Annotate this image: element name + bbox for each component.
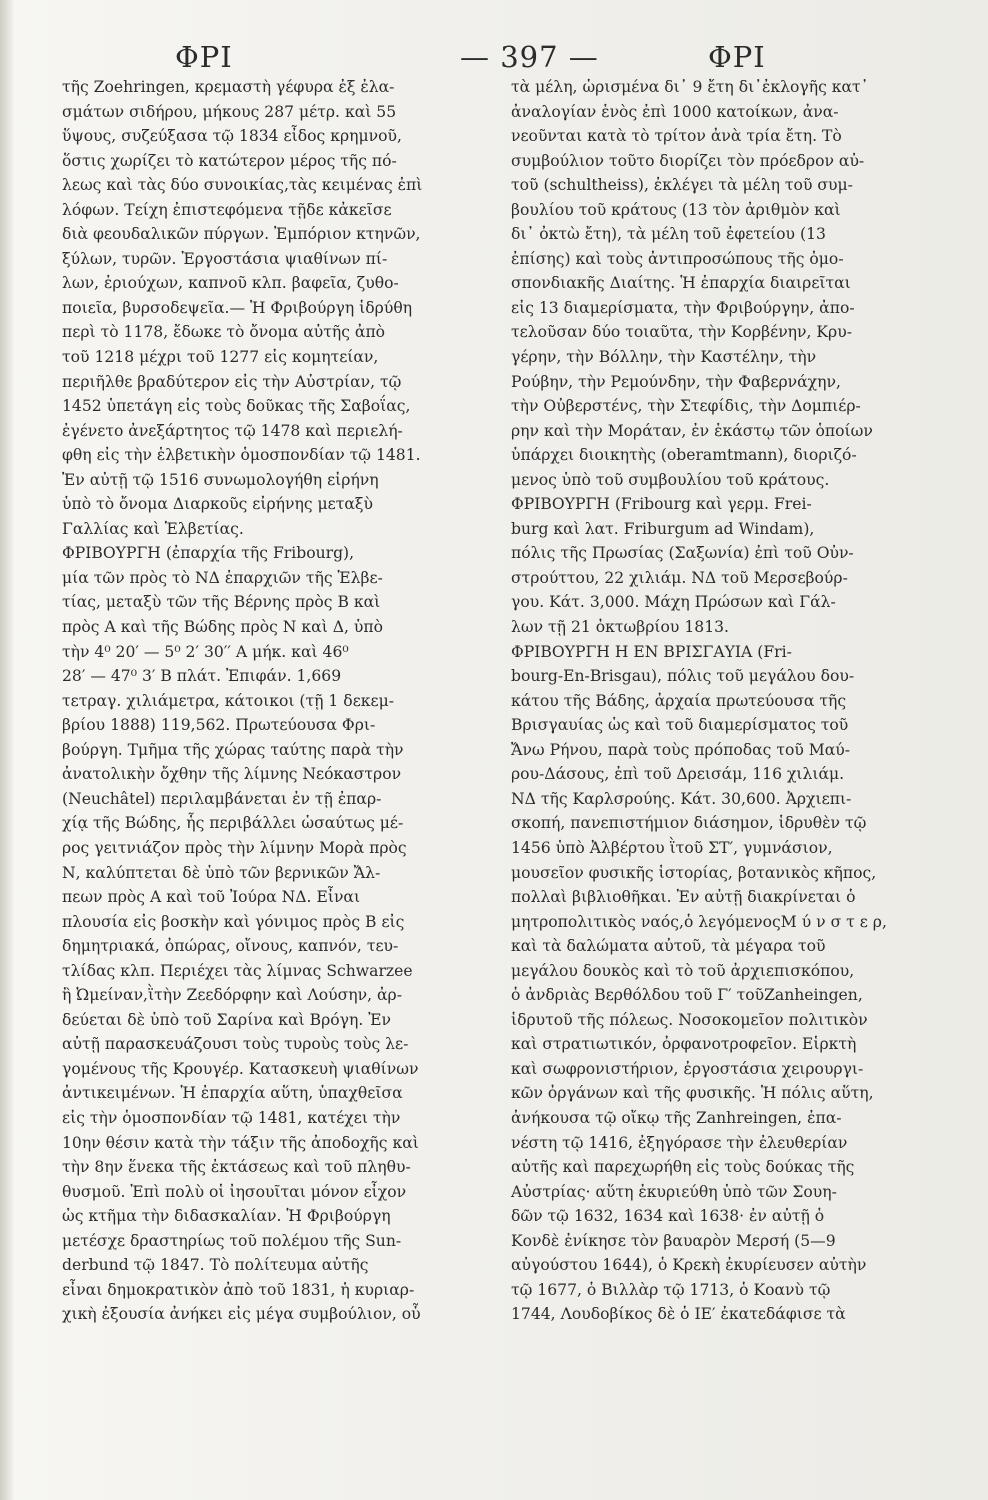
text-line: τετραγ. χιλιάμετρα, κάτοικοι (τῇ 1 δεκεμ- <box>62 691 394 710</box>
text-line: βουλίου τοῦ κράτους (13 τὸν ἀριθμὸν καὶ <box>511 200 841 219</box>
text-line: τοῦ 1218 μέχρι τοῦ 1277 εἰς κομητείαν, <box>62 348 379 367</box>
text-line: ἀνήκουσα τῷ οἴκῳ τῆς Zanhreingen, ἐπα- <box>511 1108 842 1127</box>
text-line: φθη εἰς τὴν ἑλβετικὴν ὁμοσπονδίαν τῷ 1481. <box>62 446 421 465</box>
text-line: (Neuchâtel) περιλαμβάνεται ἐν τῇ ἐπαρ- <box>62 789 382 808</box>
text-line: γομένους τῆς Κρουγέρ. Κατασκευὴ ψιαθίνων <box>62 1059 419 1078</box>
text-line: ὑπάρχει διοικητὴς (oberamtmann), διοριζό- <box>511 446 857 465</box>
text-line: εἶναι δημοκρατικὸν ἀπὸ τοῦ 1831, ἡ κυριαρ- <box>62 1280 415 1299</box>
text-line: Ν, καλύπτεται δὲ ὑπὸ τῶν βερνικῶν Ἄλ- <box>62 863 381 882</box>
text-line: 1456 ὑπὸ Ἀλβέρτου ῒτοῦ ΣΤ′, γυμνάσιον, <box>511 838 833 857</box>
text-line: ὕψους, συζεύξασα τῷ 1834 εἶδος κρημνοῦ, <box>62 127 402 146</box>
text-line: πόλις τῆς Πρωσίας (Σαξωνία) ἐπὶ τοῦ Οὐν- <box>511 544 854 563</box>
text-line: ρην καὶ τὴν Μοράταν, ἐν ἑκάστῳ τῶν ὁποίων <box>511 421 873 440</box>
text-line: στρούττου, 22 χιλιάμ. ΝΔ τοῦ Μερσεβούρ- <box>511 568 848 587</box>
text-line: τίας, μεταξὺ τῶν τῆς Βέρνης πρὸς Β καὶ <box>62 593 381 612</box>
text-line: derbund τῷ 1847. Τὸ πολίτευμα αὐτῆς <box>62 1256 369 1275</box>
text-line: τλίδας κλπ. Περιέχει τὰς λίμνας Schwarzee <box>62 961 413 980</box>
text-line: ὁ ἀνδριὰς Βερθόλδου τοῦ Γ′ τοῦZanheingen, <box>511 986 863 1005</box>
text-line: μουσεῖον φυσικῆς ἱστορίας, βοτανικὸς κῆπος, <box>511 863 877 882</box>
text-line: ὡς κτῆμα τὴν διδασκαλίαν. Ἡ Φριβούργη <box>62 1207 391 1226</box>
text-line: ΦΡΙΒΟΥΡΓΗ (Fribourg καὶ γερμ. Frei- <box>511 495 812 514</box>
text-line: Ἄνω Ρήνου, παρὰ τοὺς πρόποδας τοῦ Μαύ- <box>511 740 851 759</box>
text-line: πλουσία εἰς βοσκὴν καὶ γόνιμος πρὸς Β εἰς <box>62 912 405 931</box>
text-line: δημητριακά, ὀπώρας, οἴνους, καπνόν, τευ- <box>62 937 399 956</box>
text-line: αὐτῆς καὶ παρεχωρήθη εἰς τοὺς δούκας τῆς <box>511 1158 855 1177</box>
text-line: ξύλων, τυρῶν. Ἐργοστάσια ψιαθίνων πί- <box>62 249 388 268</box>
text-line: νέστη τῷ 1416, ἐξηγόρασε τὴν ἐλευθερίαν <box>511 1133 848 1152</box>
text-line: τῆς Zoehringen, κρεμαστὴ γέφυρα ἐξ ἐλα- <box>62 78 395 96</box>
text-line: ἀντικειμένων. Ἡ ἐπαρχία αὕτη, ὑπαχθεῖσα <box>62 1084 403 1103</box>
text-line: διὰ φεουδαλικῶν πύργων. Ἐμπόριον κτηνῶν, <box>62 225 421 244</box>
text-line: ἱδρυτοῦ τῆς πόλεως. Νοσοκομεῖον πολιτικὸν <box>511 1010 868 1029</box>
page-header <box>60 40 948 80</box>
page-binding-shadow <box>0 0 14 1500</box>
text-line: Αὐστρίας· αὕτη ἐκυριεύθη ὑπὸ τῶν Σουη- <box>511 1182 837 1201</box>
text-line: ρος γειτνιάζον πρὸς τὴν λίμνην Μορὰ πρὸς <box>62 838 407 857</box>
text-line: bourg-En-Brisgau), πόλις τοῦ μεγάλου δου- <box>511 667 855 686</box>
text-line: τὴν 4⁰ 20′ — 5⁰ 2′ 30′′ Α μήκ. καὶ 46⁰ <box>62 642 349 661</box>
text-line: καὶ σωφρονιστήριον, ἐργοστάσια χειρουργι- <box>511 1059 864 1078</box>
text-line: χικὴ ἐξουσία ἀνήκει εἰς μέγα συμβούλιον, οὗ <box>62 1305 421 1324</box>
text-line: 1452 ὑπετάγη εἰς τοὺς δοῦκας τῆς Σαβοΐας, <box>62 397 411 416</box>
header-left-headword: ΦΡΙ <box>175 40 233 74</box>
text-line: ΦΡΙΒΟΥΡΓΗ Η ΕΝ ΒΡΙΣΓΑΥΙΑ (Fri- <box>511 642 792 661</box>
text-line: πεων πρὸς Α καὶ τοῦ Ἰούρα ΝΔ. Εἶναι <box>62 888 361 907</box>
text-line: λων, ἐριούχων, καπνοῦ κλπ. βαφεῖα, ζυθο- <box>62 274 399 293</box>
text-line: burg καὶ λατ. Friburgum ad Windam), <box>511 519 815 538</box>
text-line: συμβούλιον τοῦτο διορίζει τὸν πρόεδρον αὐ- <box>511 151 865 170</box>
text-line: νεοῦνται κατὰ τὸ τρίτον ἀνὰ τρία ἔτη. Τὸ <box>511 127 842 146</box>
text-line: λων τῇ 21 ὀκτωβρίου 1813. <box>511 618 730 637</box>
text-line: ὑπὸ τὸ ὄνομα Διαρκοῦς εἰρήνης μεταξὺ <box>62 495 373 514</box>
text-line: βούργη. Τμῆμα τῆς χώρας ταύτης παρὰ τὴν <box>62 740 404 759</box>
text-line: ΦΡΙΒΟΥΡΓΗ (ἐπαρχία τῆς Fribourg), <box>62 544 355 563</box>
text-line: 10ην θέσιν κατὰ τὴν τάξιν τῆς ἀποδοχῆς καὶ <box>62 1133 419 1152</box>
page-number: — 397 — <box>460 40 599 74</box>
text-line: πρὸς Α καὶ τῆς Βώδης πρὸς Ν καὶ Δ, ὑπὸ <box>62 618 384 637</box>
text-line: σμάτων σιδήρου, μήκους 287 μέτρ. καὶ 55 <box>62 102 397 121</box>
text-line: τοῦ (schultheiss), ἐκλέγει τὰ μέλη τοῦ συμ- <box>511 176 853 195</box>
left-column <box>62 75 492 1327</box>
header-right-headword: ΦΡΙ <box>708 40 766 74</box>
text-line: ἀναλογίαν ἑνὸς ἐπὶ 1000 κατοίκων, ἀνα- <box>511 102 839 121</box>
text-line: ὅστις χωρίζει τὸ κατώτερον μέρος τῆς πό- <box>62 151 397 170</box>
text-line: Ἐν αὐτῇ τῷ 1516 συνωμολογήθη εἰρήνη <box>62 470 379 489</box>
right-column <box>511 75 941 1327</box>
text-line: ποιεῖα, βυρσοδεψεῖα.— Ἡ Φριβούργη ἱδρύθη <box>62 298 413 317</box>
text-line: 28′ — 47⁰ 3′ Β πλάτ. Ἐπιφάν. 1,669 <box>62 667 342 686</box>
text-line: αὐτῇ παρασκευάζουσι τοὺς τυροὺς τοὺς λε- <box>62 1035 409 1054</box>
text-line: λεως καὶ τὰς δύο συνοικίας,τὰς κειμένας ἐπὶ <box>62 176 423 195</box>
text-line: μεγάλου δουκὸς καὶ τὸ τοῦ ἀρχιεπισκόπου, <box>511 961 855 980</box>
text-line: εἰς 13 διαμερίσματα, τὴν Φριβούργην, ἀπο- <box>511 298 855 317</box>
text-line: Ρούβην, τὴν Ρεμούνδην, τὴν Φαβερνάχην, <box>511 372 841 391</box>
text-line: λόφων. Τείχη ἐπιστεφόμενα τῇδε κἀκεῖσε <box>62 200 392 219</box>
text-line: Κονδὲ ἐνίκησε τὸν βαυαρὸν Μερσή (5—9 <box>511 1231 836 1250</box>
text-line: αὐγούστου 1644), ὁ Κρεκὴ ἐκυρίευσεν αὐτὴν <box>511 1256 867 1275</box>
text-line: τὴν Οὐβερστένς, τὴν Στεφίδις, τὴν Δομπιέρ- <box>511 397 861 416</box>
text-line: περὶ τὸ 1178, ἔδωκε τὸ ὄνομα αὐτῆς ἀπὸ <box>62 323 386 342</box>
text-line: ἀνατολικὴν ὄχθην τῆς λίμνης Νεόκαστρον <box>62 765 402 784</box>
text-line: μητροπολιτικὸς ναός,ὁ λεγόμενοςΜ ύ ν σ τ ε ρ, <box>511 912 887 931</box>
text-line: χίᾳ τῆς Βώδης, ἧς περιβάλλει ὡσαύτως μέ- <box>62 814 404 833</box>
text-line: τῷ 1677, ὁ Βιλλὰρ τῷ 1713, ὁ Κοανὺ τῷ <box>511 1280 831 1299</box>
text-line: τὴν 8ην ἕνεκα τῆς ἐκτάσεως καὶ τοῦ πληθυ- <box>62 1158 411 1177</box>
text-line: τὰ μέλη, ὡρισμένα δι᾽ 9 ἔτη δι᾽ἐκλογῆς κατ᾽ <box>511 78 869 96</box>
text-line: τελοῦσαν δύο τοιαῦτα, τὴν Κορβένην, Κρυ- <box>511 323 852 342</box>
text-line: δῶν τῷ 1632, 1634 καὶ 1638· ἐν αὐτῇ ὁ <box>511 1207 825 1226</box>
text-line: μενος ὑπὸ τοῦ συμβουλίου τοῦ κράτους. <box>511 470 830 489</box>
text-line: 1744, Λουδοβίκος δὲ ὁ ΙΕ′ ἐκατεδάφισε τὰ <box>511 1305 846 1324</box>
text-line: ἐγένετο ἀνεξάρτητος τῷ 1478 καὶ περιελή- <box>62 421 403 440</box>
text-line: σπονδιακῆς Διαίτης. Ἡ ἐπαρχία διαιρεῖται <box>511 274 851 293</box>
text-line: δι᾽ ὀκτὼ ἔτη), τὰ μέλη τοῦ ἐφετείου (13 <box>511 225 826 244</box>
text-line: ἢ Ὠμείναν,ῒτὴν Ζεεδόρφην καὶ Λούσην, ἀρ- <box>62 986 402 1005</box>
text-line: ἐπίσης) καὶ τοὺς ἀντιπροσώπους τῆς ὁμο- <box>511 249 844 268</box>
text-line: κῶν ὀργάνων καὶ τῆς φυσικῆς. Ἡ πόλις αὕτη, <box>511 1084 874 1103</box>
text-line: θυσμοῦ. Ἐπὶ πολὺ οἱ ἰησουῖται μόνον εἶχον <box>62 1182 407 1201</box>
text-line: περιῆλθε βραδύτερον εἰς τὴν Αὐστρίαν, τῷ <box>62 372 402 391</box>
text-line: σκοπή, πανεπιστήμιον διάσημον, ἱδρυθὲν τῷ <box>511 814 867 833</box>
text-line: γέρην, τὴν Βόλλην, τὴν Καστέλην, τὴν <box>511 348 817 367</box>
text-line: δεύεται δὲ ὑπὸ τοῦ Σαρίνα καὶ Βρόγη. Ἐν <box>62 1010 392 1029</box>
text-line: μετέσχε δραστηρίως τοῦ πολέμου τῆς Sun- <box>62 1231 402 1250</box>
text-line: Γαλλίας καὶ Ἑλβετίας. <box>62 519 244 538</box>
text-line: εἰς τὴν ὁμοσπονδίαν τῷ 1481, κατέχει τὴν <box>62 1108 401 1127</box>
text-line: ρου-Δάσους, ἐπὶ τοῦ Δρεισάμ, 116 χιλιάμ. <box>511 765 845 784</box>
text-line: γου. Κάτ. 3,000. Μάχη Πρώσων καὶ Γάλ- <box>511 593 836 612</box>
text-line: κάτου τῆς Βάδης, ἀρχαία πρωτεύουσα τῆς <box>511 691 847 710</box>
text-line: καὶ τὰ δαλώματα αὐτοῦ, τὰ μέγαρα τοῦ <box>511 937 826 956</box>
text-line: βρίου 1888) 119,562. Πρωτεύουσα Φρι- <box>62 716 376 735</box>
text-line: καὶ στρατιωτικόν, ὀρφανοτροφεῖον. Εἱρκτὴ <box>511 1035 857 1054</box>
text-line: ΝΔ τῆς Καρλσρούης. Κάτ. 30,600. Ἀρχιεπι- <box>511 789 852 808</box>
text-line: Βρισγαυίας ὡς καὶ τοῦ διαμερίσματος τοῦ <box>511 716 849 735</box>
text-line: πολλαὶ βιβλιοθῆκαι. Ἐν αὐτῇ διακρίνεται ὁ <box>511 888 856 907</box>
text-line: μία τῶν πρὸς τὸ ΝΔ ἐπαρχιῶν τῆς Ἑλβε- <box>62 568 383 587</box>
